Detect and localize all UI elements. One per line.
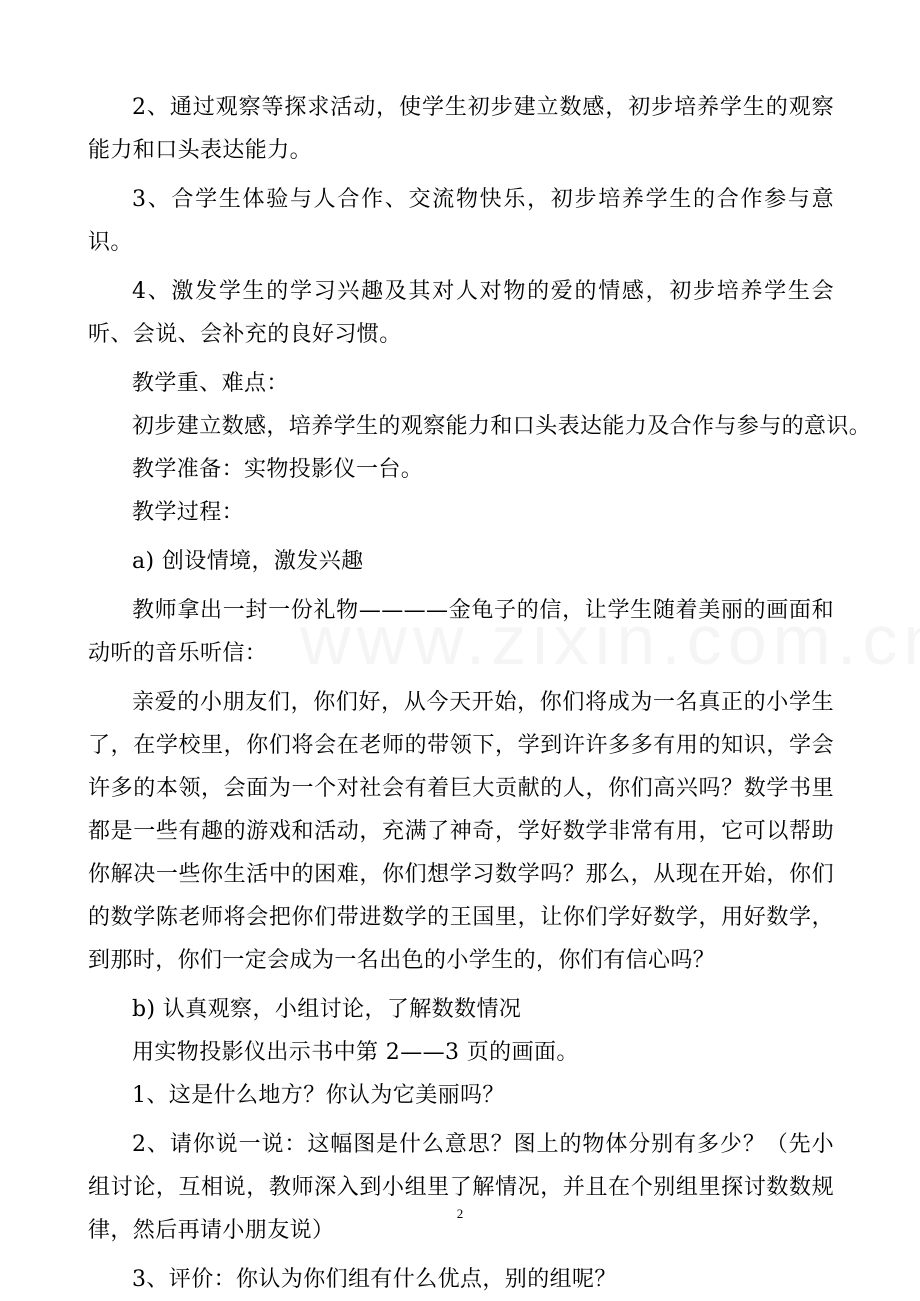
question-3: 3、评价：你认为你们组有什么优点，别的组呢？: [132, 1267, 617, 1292]
question-1: 1、这是什么地方？你认为它美丽吗？: [132, 1083, 505, 1108]
paragraph-key-points: 初步建立数感，培养学生的观察能力和口头表达能力及合作与参与的意识。: [132, 414, 872, 439]
paragraph-objective-4: 4、激发学生的学习兴趣及其对人对物的爱的情感，初步培养学生会听、会说、会补充的良好习惯。: [88, 279, 834, 347]
paragraph-letter-intro: 教师拿出一封一份礼物————金龟子的信，让学生随着美丽的画面和动听的音乐听信：: [88, 598, 834, 666]
heading-process: 教学过程：: [132, 500, 245, 525]
heading-step-b: b) 认真观察，小组讨论，了解数数情况: [132, 997, 522, 1022]
question-2: 2、请你说一说：这幅图是什么意思？图上的物体分别有多少？（先小组讨论，互相说，教师深入到小组里了解情况，并且在个别组里探讨数数规律，然后再请小朋友说）: [88, 1132, 834, 1243]
paragraph-preparation: 教学准备：实物投影仪一台。: [132, 457, 424, 482]
paragraph-objective-2: 2、通过观察等探求活动，使学生初步建立数感，初步培养学生的观察能力和口头表达能力。: [88, 95, 834, 163]
paragraph-letter: 亲爱的小朋友们，你们好，从今天开始，你们将成为一名真正的小学生了，在学校里，你们将会在老师的带领下，学到许许多多有用的知识，学会许多的本领，会面为一个对社会有着巨大贡献的人，你们高兴吗？数学书里都是一些有趣的游戏和活动，充满了神奇，学好数学非常有用，它可以帮助你解决一些你生活中的困难，你们想学习数学吗？那么，从现在开始，你们的数学陈老师将会把你们带进数学的王国里，让你们学好数学，用好数学，到那时，你们一定会成为一名出色的小学生的，你们有信心吗？: [88, 690, 834, 973]
paragraph-objective-3: 3、合学生体验与人合作、交流物快乐，初步培养学生的合作参与意识。: [88, 187, 834, 255]
heading-key-points: 教学重、难点：: [132, 371, 289, 396]
paragraph-projector: 用实物投影仪出示书中第 2——3 页的画面。: [132, 1040, 579, 1065]
page-number: 2: [456, 1206, 464, 1221]
heading-step-a: a) 创设情境，激发兴趣: [132, 549, 364, 574]
document-body: [88, 86, 872, 1301]
